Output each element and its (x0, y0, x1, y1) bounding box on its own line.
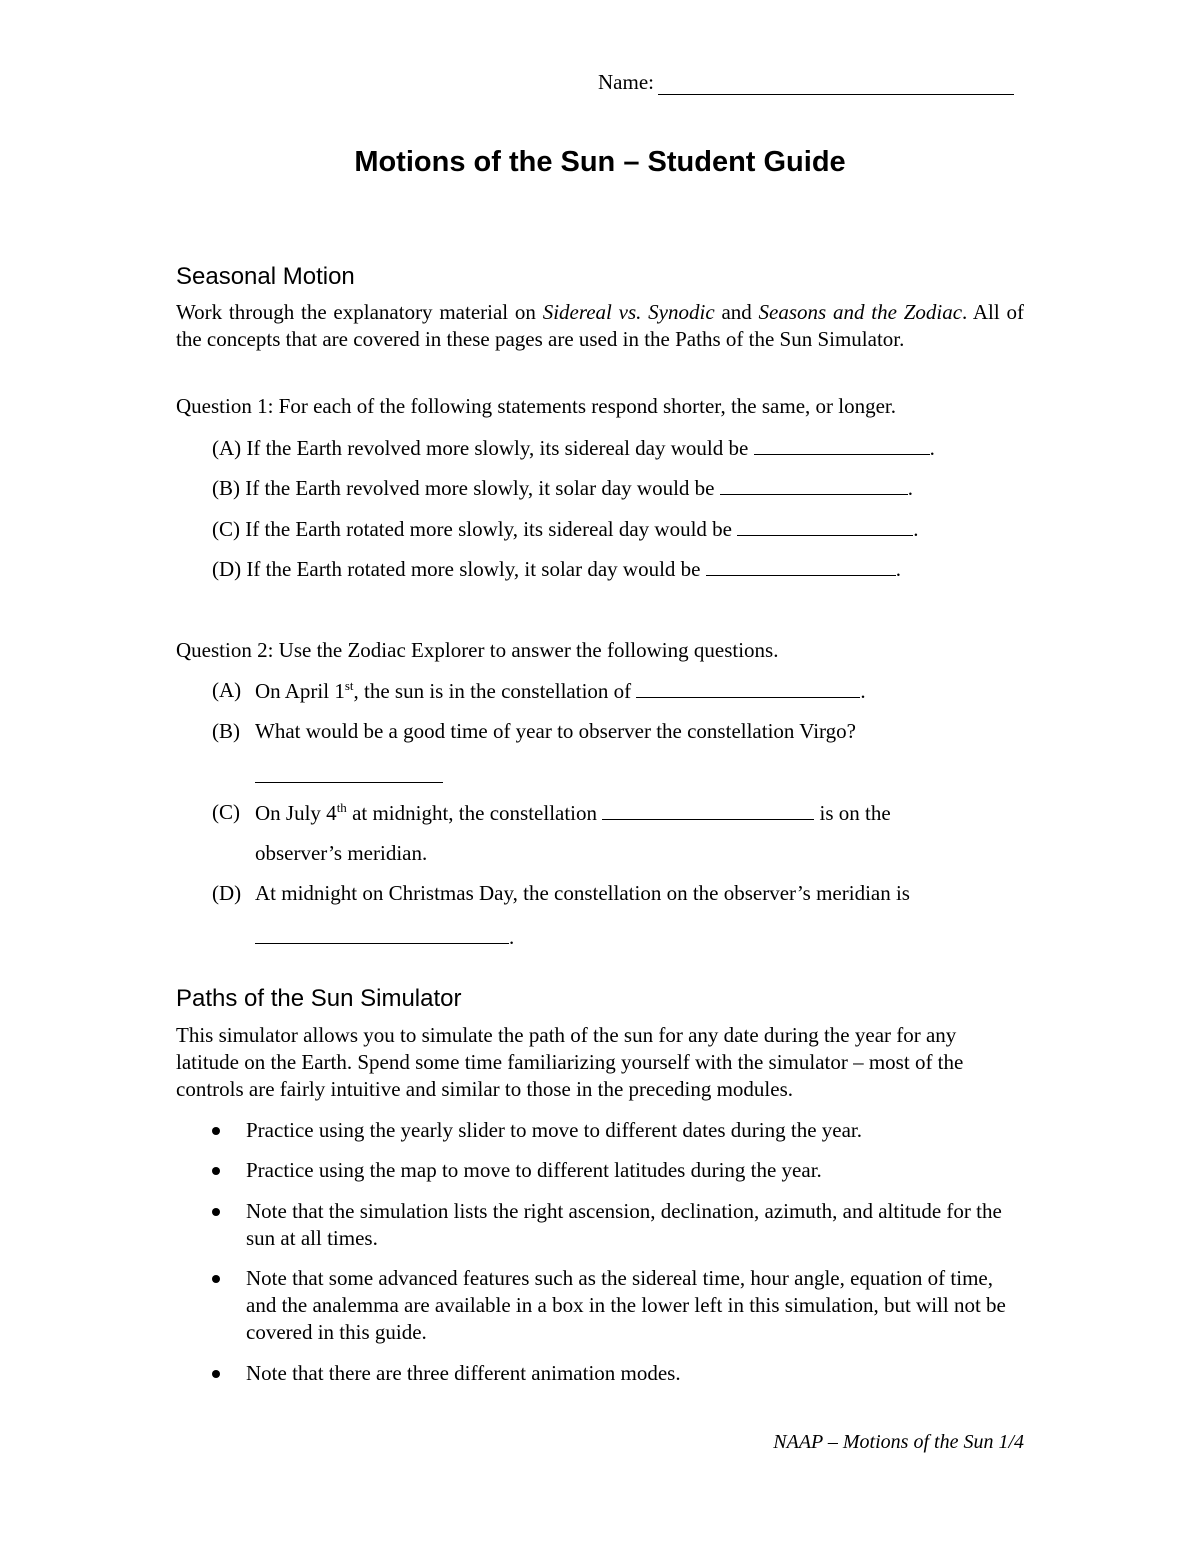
q2-item-b-text: What would be a good time of year to observer the constellation Virgo? (255, 719, 856, 743)
bullet-icon (212, 1208, 220, 1216)
q1-answer-blank-c[interactable] (737, 515, 913, 536)
q1-answer-blank-a[interactable] (754, 434, 930, 455)
seasonal-intro (176, 299, 1024, 353)
seasonal-intro-ref-seasons: Seasons and the Zodiac (758, 300, 963, 324)
bullet-icon (212, 1370, 220, 1378)
q1-item-c-text: (C) If the Earth rotated more slowly, its sidereal day would be (212, 517, 732, 541)
q2-prompt: Question 2: Use the Zodiac Explorer to answer the following questions. (176, 638, 779, 662)
q1-item-c: (C) If the Earth rotated more slowly, its sidereal day would be . (212, 517, 919, 541)
q2-item-a-label: (A) (212, 678, 242, 702)
q2-item-b-label: (B) (212, 719, 240, 743)
page-footer: NAAP – Motions of the Sun 1/4 (773, 1431, 1024, 1453)
q1-prompt: Question 1: For each of the following statements respond shorter, the same, or longer. (176, 394, 896, 418)
bullet-text: Practice using the map to move to different latitudes during the year. (246, 1158, 822, 1182)
q2-item-a-post: , the sun is in the constellation of (353, 679, 632, 703)
q1-answer-blank-d[interactable] (706, 555, 896, 576)
section-heading-seasonal: Seasonal Motion (176, 263, 355, 290)
paths-intro: This simulator allows you to simulate the path of the sun for any date during the year for any latitude on the Earth. Spend some time familiarizing yourself with the simulator – most of the controls are fairly intuitive and similar to those in the preceding modules. (176, 1023, 964, 1101)
q2-item-a-sup: st (344, 678, 354, 693)
q1-item-b-text: (B) If the Earth revolved more slowly, it solar day would be (212, 476, 715, 500)
name-field (598, 70, 1014, 95)
q2-item-d-answer: . (255, 923, 514, 951)
page-title: Motions of the Sun – Student Guide (354, 146, 846, 178)
q2-item-c (255, 799, 891, 827)
q1-answer-blank-b[interactable] (720, 474, 908, 495)
q2-item-c-post: is on the (819, 801, 891, 825)
bullet-icon (212, 1275, 220, 1283)
bullet-icon (212, 1127, 220, 1135)
q2-answer-blank-a[interactable] (636, 677, 860, 698)
q2-answer-blank-c[interactable] (602, 799, 814, 820)
q2-item-a-pre: On April 1 (255, 679, 345, 703)
name-label: Name: (598, 70, 654, 94)
bullet-text: Note that some advanced features such as the sidereal time, hour angle, equation of time, and the analemma are available in a box in the lower left in this simulation, but will not be covered in this guide. (246, 1266, 1006, 1344)
q2-item-c-sup: th (336, 800, 347, 815)
seasonal-intro-part2: and (714, 300, 759, 324)
q2-item-b-answer (255, 762, 443, 789)
q2-item-c-mid: at midnight, the constellation (346, 801, 598, 825)
bullet-text: Practice using the yearly slider to move to different dates during the year. (246, 1118, 863, 1142)
section-heading-paths: Paths of the Sun Simulator (176, 985, 462, 1012)
q2-item-d-text: At midnight on Christmas Day, the constellation on the observer’s meridian is (255, 881, 910, 905)
q1-item-a: (A) If the Earth revolved more slowly, its sidereal day would be . (212, 436, 935, 460)
q2-item-a: On April 1st, the sun is in the constellation of . (255, 678, 866, 703)
q1-item-a-text: (A) If the Earth revolved more slowly, its sidereal day would be (212, 436, 749, 460)
q2-item-c-label: (C) (212, 800, 240, 824)
q2-item-d-label: (D) (212, 881, 242, 905)
q2-answer-blank-d[interactable] (255, 923, 509, 944)
seasonal-intro-part3: . All of the concepts that are covered in these pages are used in the Paths of the Sun Simulator. (176, 300, 1024, 351)
q1-item-d-text: (D) If the Earth rotated more slowly, it solar day would be (212, 557, 701, 581)
bullet-text: Note that there are three different animation modes. (246, 1361, 681, 1385)
seasonal-intro-ref-sidereal: Sidereal vs. Synodic (542, 300, 715, 324)
seasonal-intro-part1: Work through the explanatory material on (176, 300, 543, 324)
bullet-text: Note that the simulation lists the right ascension, declination, azimuth, and altitude for the sun at all times. (246, 1199, 1002, 1250)
q2-answer-blank-b[interactable] (255, 762, 443, 783)
bullet-icon (212, 1167, 220, 1175)
name-blank[interactable] (658, 72, 1014, 95)
q2-item-c-pre: On July 4 (255, 801, 337, 825)
q1-item-b: (B) If the Earth revolved more slowly, it solar day would be . (212, 476, 914, 500)
q2-item-c-cont: observer’s meridian. (255, 841, 428, 865)
q1-item-d: (D) If the Earth rotated more slowly, it solar day would be . (212, 557, 901, 581)
